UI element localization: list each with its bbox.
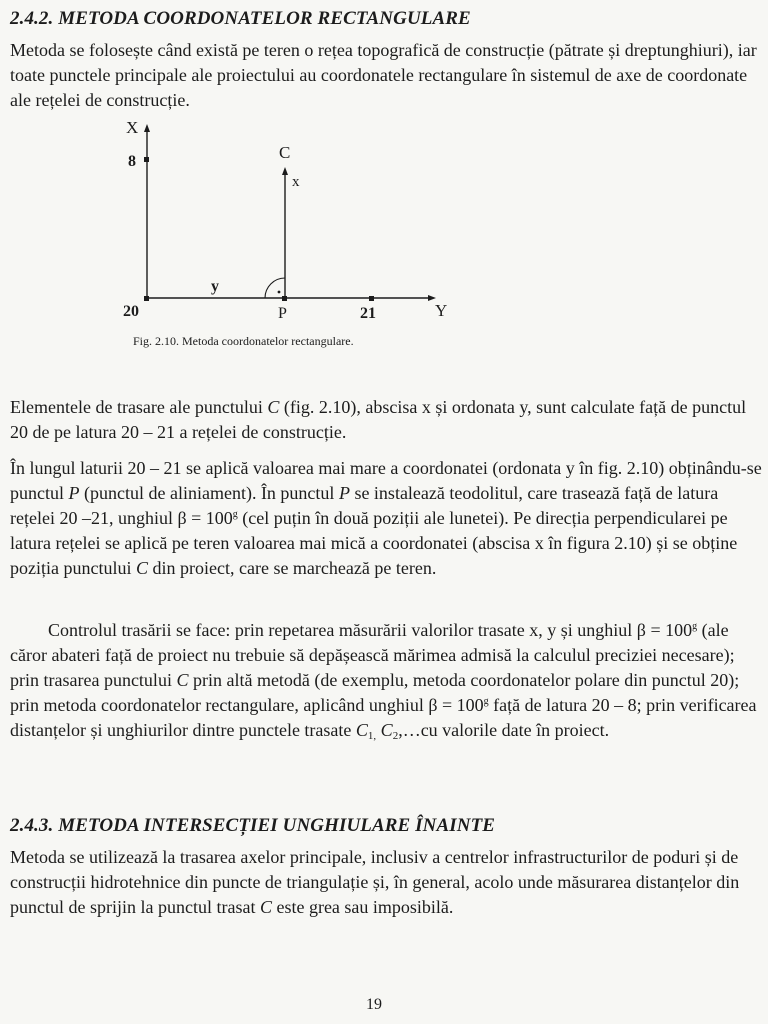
point-8-marker (144, 157, 149, 162)
figure-caption: Fig. 2.10. Metoda coordonatelor rectangulare. (133, 334, 354, 348)
label-axis-y: Y (435, 301, 448, 320)
label-y-segment: y (211, 278, 219, 295)
label-C: C (279, 143, 291, 162)
label-20: 20 (123, 303, 139, 320)
label-P: P (278, 305, 287, 322)
intro-paragraph: Metoda se folosește când există pe teren o rețea topografică de construcție (pătrate și dreptunghiuri), iar toate punctele principale ale proiectului au coordonatele rectangulare în sistemul de axe de coordonate ale rețelei de construcție. (10, 40, 757, 110)
point-20-marker (144, 296, 149, 301)
x-axis-arrow (144, 124, 150, 132)
figure-rectangular-coordinates (0, 0, 768, 340)
label-21: 21 (360, 305, 376, 322)
page-number: 19 (366, 996, 382, 1013)
right-angle-dot (278, 291, 281, 294)
section-heading-rectangular: 2.4.2. METODA COORDONATELOR RECTANGULARE (10, 8, 471, 29)
point-C-arrow (282, 167, 288, 175)
paragraph-control: Controlul trasării se face: prin repetarea măsurării valorilor trasate x, y și unghiul $\beta = 100^g$ (ale căror abateri față de proiect nu trebuie să depășească mărimea admisă la calculul preciziei necesare); prin trasarea punctului C prin altă metodă (de exemplu, metoda coordonatelor polare din punctul 20); prin metoda coordonatelor rectangulare, aplicând unghiul $\beta = 100^g$ față de latura 20 – 8; prin verificarea distanțelor și unghiurilor dintre punctele trasate $C_{1,}$ $C_2,\dots cu$ valorile date în proiect. (10, 620, 757, 742)
paragraph-procedure: În lungul laturii 20 – 21 se aplică valoarea mai mare a coordonatei (ordonata y în fig. 2.10) obținându-se punctul P (punctul de aliniament). În punctul P se instalează teodolitul, care trasează față de latura rețelei 20 –21, unghiul $\beta = 100^g$ (cel puțin în două poziții ale lunetei). Pe direcția perpendicularei pe latura rețelei se aplică pe teren valoarea mai mică a coordonatei (abscisa x în figura 2.10) și se obține poziția punctului C din proiect, care se marchează pe teren. (10, 458, 762, 578)
point-21-marker (369, 296, 374, 301)
paragraph-elements: Elementele de trasare ale punctului C (fig. 2.10), abscisa x și ordonata y, sunt calculate față de punctul 20 de pe latura 20 – 21 a rețelei de construcție. (10, 397, 747, 442)
section-heading-intersection: 2.4.3. METODA INTERSECȚIEI UNGHIULARE ÎNAINTE (10, 815, 496, 836)
paragraph-intersection: Metoda se utilizează la trasarea axelor principale, inclusiv a centrelor infrastructurilor de poduri și de construcții hidrotehnice din puncte de triangulație și, în general, acolo unde măsurarea distanțelor din punctul de sprijin la punctul trasat C este grea sau imposibilă. (10, 847, 740, 917)
label-axis-x: X (126, 118, 139, 137)
label-x-segment: x (292, 174, 300, 190)
right-angle-arc (265, 278, 285, 298)
label-8: 8 (128, 153, 136, 170)
